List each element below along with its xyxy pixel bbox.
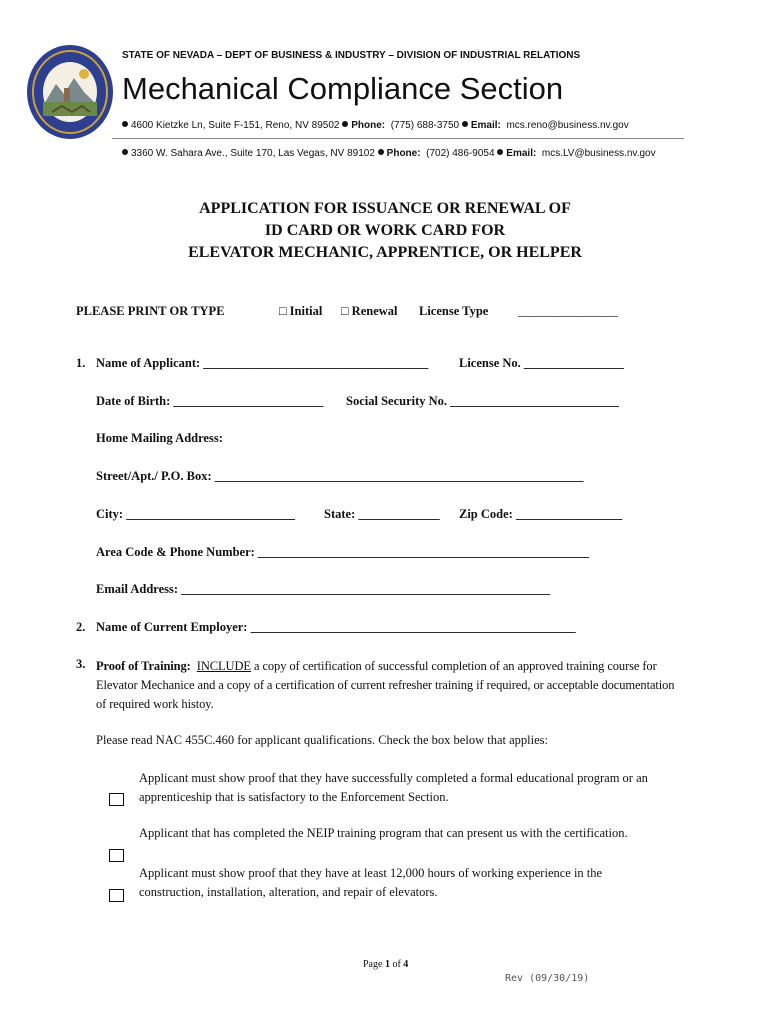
phone-label: Phone: (386, 148, 421, 159)
include-text: INCLUDE (196, 659, 251, 673)
option-formal-education-checkbox[interactable] (109, 793, 124, 806)
applicant-name-field[interactable]: Name of Applicant: ____________________________________ (96, 356, 429, 370)
office-lv-address: 3360 W. Sahara Ave., Suite 170, Las Vegas, NV 89102 (131, 148, 375, 159)
email-label: Email: (470, 120, 501, 131)
zip-field[interactable]: Zip Code: _________________ (459, 507, 623, 521)
initial-checkbox[interactable]: □ Initial (279, 304, 323, 318)
office-reno-phone: (775) 688-3750 (390, 120, 460, 131)
license-type-label: License Type (419, 304, 489, 318)
phone-label: Phone: (351, 120, 386, 131)
option-work-experience-text: Applicant must show proof that they have at least 12,000 hours of working experience in the construction, installation, alteration, and repair of elevators. (139, 866, 603, 899)
office-lv-line (122, 148, 656, 159)
header-divider (112, 138, 684, 139)
nevada-state-seal-icon (26, 44, 114, 140)
option-neip-text: Applicant that has completed the NEIP training program that can present us with the certification. (139, 826, 628, 840)
proof-of-training-text: a copy of certification of successful completion of an approved training course for Elevator Mechanice and a copy of a certification of current refresher training if required, or acceptable documentation of required work histoy. (96, 659, 675, 711)
bullet-icon (378, 149, 384, 155)
bullet-icon (342, 121, 348, 127)
page-total: 4 (403, 959, 409, 970)
page-number (363, 959, 408, 970)
form-title-line1: APPLICATION FOR ISSUANCE OR RENEWAL OF (199, 200, 571, 217)
form-title-line2: ID CARD OR WORK CARD FOR (264, 222, 506, 239)
section-title: Mechanical Compliance Section (122, 71, 564, 106)
email-field[interactable]: Email Address: ___________________________________________________________ (96, 582, 550, 596)
bullet-icon (462, 121, 468, 127)
department-header: STATE OF NEVADA – DEPT OF BUSINESS & INDUSTRY – DIVISION OF INDUSTRIAL RELATIONS (122, 50, 581, 61)
office-lv-email[interactable]: mcs.LV@business.nv.gov (541, 148, 656, 159)
item-number-1: 1. (76, 356, 86, 370)
office-reno-line (122, 120, 629, 131)
please-print-label: PLEASE PRINT OR TYPE (76, 304, 225, 318)
employer-field[interactable]: Name of Current Employer: ____________________________________________________ (96, 620, 576, 634)
phone-field[interactable]: Area Code & Phone Number: _____________________________________________________ (96, 545, 590, 559)
bullet-icon (122, 149, 128, 155)
street-field[interactable]: Street/Apt./ P.O. Box: ___________________________________________________________ (96, 469, 584, 483)
email-label: Email: (506, 148, 537, 159)
office-lv-phone: (702) 486-9054 (426, 148, 495, 159)
option-work-experience-checkbox[interactable] (109, 889, 124, 902)
office-reno-email[interactable]: mcs.reno@business.nv.gov (506, 120, 629, 131)
ssn-field[interactable]: Social Security No. ___________________________ (346, 394, 619, 408)
city-field[interactable]: City: ___________________________ (96, 507, 295, 521)
revision-date: Rev (09/30/19) (505, 973, 590, 984)
proof-of-training-paragraph (96, 657, 676, 714)
option-neip-checkbox[interactable] (109, 849, 124, 862)
office-reno-address: 4600 Kietzke Ln, Suite F-151, Reno, NV 89502 (131, 120, 340, 131)
form-title-line3: ELEVATOR MECHANIC, APPRENTICE, OR HELPER (188, 244, 582, 261)
renewal-checkbox[interactable]: □ Renewal (341, 304, 398, 318)
bullet-icon (122, 121, 128, 127)
proof-of-training-heading: Proof of Training: (96, 659, 191, 673)
bullet-icon (497, 149, 503, 155)
license-number-field[interactable]: License No. ________________ (459, 356, 624, 370)
page-current: 1 (384, 959, 390, 970)
date-of-birth-field[interactable]: Date of Birth: ________________________ (96, 394, 324, 408)
license-type-field[interactable]: ________________ (518, 304, 618, 318)
of-label: of (392, 959, 401, 970)
read-nac-text: Please read NAC 455C.460 for applicant qualifications. Check the box below that applies: (96, 733, 548, 747)
item-number-3: 3. (76, 657, 86, 671)
home-mailing-label: Home Mailing Address: (96, 431, 223, 445)
state-field[interactable]: State: _____________ (324, 507, 440, 521)
option-formal-education-text: Applicant must show proof that they have successfully completed a formal educational program or an apprenticeship that is satisfactory to the Enforcement Section. (139, 771, 648, 804)
page-label: Page (363, 959, 383, 970)
item-number-2: 2. (76, 620, 86, 634)
